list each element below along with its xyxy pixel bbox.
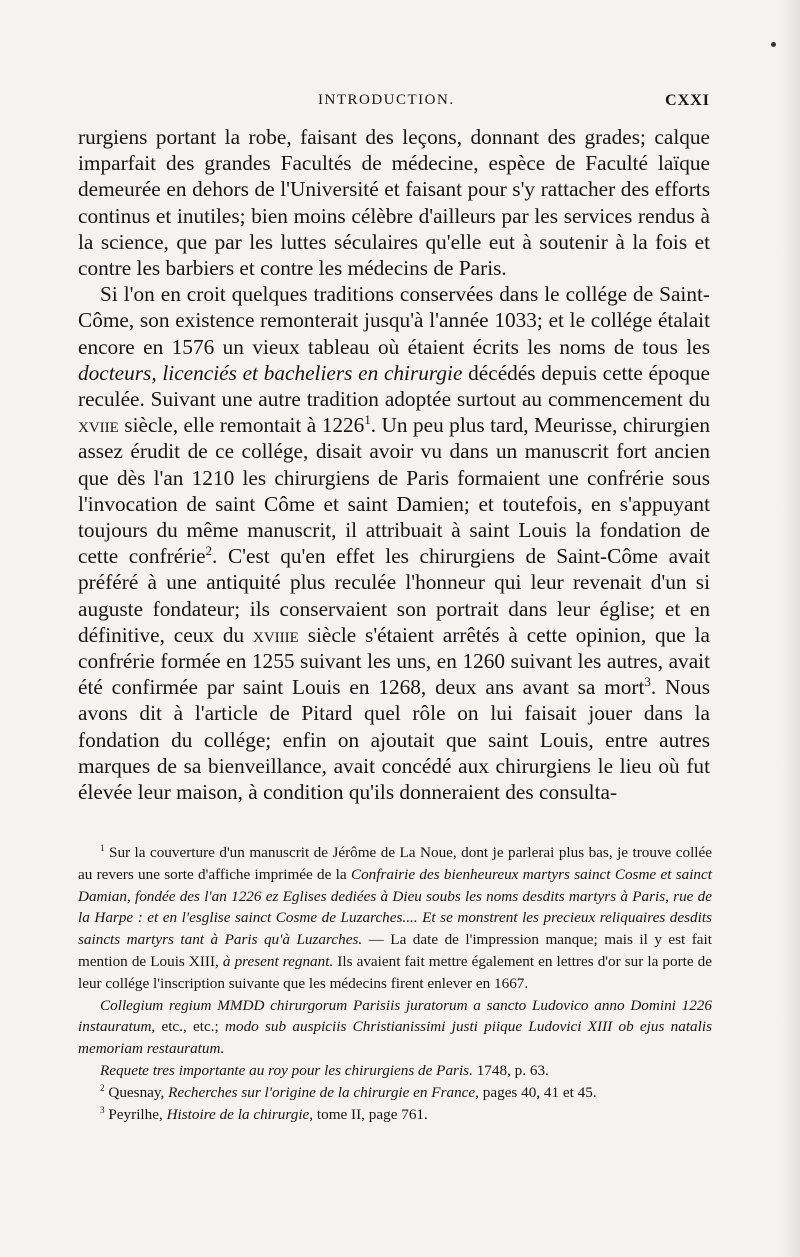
text-run: siècle s'étaient arrêtés à cette opinion, que la confrérie formée en 1255 suivant les uns, en 1260 suivant les autres, avait été confirmée par saint Louis en 1268, deux ans avant sa mort: [78, 622, 710, 700]
italic-title: Histoire de la chirurgie,: [166, 1105, 314, 1123]
footnote-marker: 3: [100, 1104, 105, 1115]
text-run: pages 40, 41 et 45.: [478, 1083, 597, 1101]
italic-latin: chirurgorum Parisiis juratorum a sancto Ludovico anno Domini 1226 instauratum,: [78, 996, 712, 1036]
paragraph-continued: rurgiens portant la robe, faisant des leçons, donnant des grades; calque imparfait des grandes Facultés de médecine, espèce de Faculté laïque demeurée en dehors de l'Université et faisant pour s'y rattacher des efforts continus et inutiles; bien moins célèbre d'ailleurs par les services rendus à la science, que par les luttes séculaires qu'elle eut à soutenir à la fois et contre les barbiers et contre les médecins de Paris.: [78, 125, 710, 281]
running-head: [78, 92, 710, 116]
text-run: décédés depuis cette époque reculée. Suivant une autre tradition adoptée surtout au commencement du: [78, 360, 710, 412]
text-run: — La date de l'impression manque; mais il y est fait mention de Louis XIII,: [78, 931, 712, 970]
italic-phrase: à present regnant.: [222, 952, 334, 970]
footnote-2: [78, 1082, 712, 1104]
text-run: siècle, elle remontait à 1226: [118, 413, 365, 438]
italic-latin: Collegium regium: [100, 996, 218, 1014]
text-run: Sur la couverture d'un manuscrit de Jérôme de La Noue, dont je parlerai plus bas, je trouve collée au revers une sorte d'affiche imprimée de la: [78, 844, 712, 883]
footnotes: [78, 842, 712, 1125]
page-number: CXXI: [665, 92, 710, 109]
century-numeral: xviiie: [253, 622, 299, 647]
footnote-ref-2[interactable]: 2: [205, 544, 213, 559]
text-run: 1748, p. 63.: [472, 1061, 549, 1079]
text-run: . Nous avons dit à l'article de Pitard quel rôle on lui faisait jouer dans la fondation du collége; enfin on ajoutait que saint Louis, entre autres marques de sa bienveillance, avait concédé aux chirurgiens le lieu où fut élevée leur maison, à condition qu'ils donneraient des consulta-: [78, 675, 710, 805]
footnote-ref-3[interactable]: 3: [644, 675, 651, 690]
footnote-marker: 2: [100, 1082, 105, 1093]
text-run: . Un peu plus tard, Meurisse, chirurgien assez érudit de ce collége, disait avoir vu dans un manuscrit fort ancien que dès l'an 1210 les chirurgiens de Paris formaient une confrérie sous l'invocation de saint Côme et saint Damien; et toutefois, en s'appuyant toujours du même manuscrit, il attribuait à saint Louis la fondation de cette confrérie: [78, 413, 711, 569]
page-edge-shadow: [782, 0, 800, 1257]
main-text: [78, 124, 710, 805]
text-run: Quesnay,: [104, 1083, 169, 1101]
italic-title: Confrairie des bienheureux martyrs sainct Cosme et sainct Damian, fondée des l'an 1226 ez Eglises dediées à Dieu soubs les noms desdits martyrs à Paris, rue de la Harpe : et en l'esglise sainct Cosme de Luzarches.... Et se monstrent les precieux reliquaires desdits saincts martyrs tant à Paris qu'à Luzarches.: [78, 865, 712, 949]
text-run: Ils avaient fait mettre également en lettres d'or sur la porte de leur collége l'inscription suivante que les médecins firent enlever en 1667.: [78, 952, 712, 992]
footnote-3: [78, 1104, 712, 1126]
running-title: INTRODUCTION.: [318, 92, 455, 108]
footnote-ref-1[interactable]: 1: [364, 413, 371, 428]
footnote-1-latin-inscription: [78, 995, 712, 1060]
page-speck: [771, 42, 776, 47]
text-run: Si l'on en croit quelques traditions conservées dans le collége de Saint-Côme, son existence remonterait jusqu'à l'année 1033; et le collége étalait encore en 1576 un vieux tableau où étaient écrits les noms de tous les: [78, 282, 710, 359]
italic-latin-caps: MMDD: [217, 996, 265, 1014]
italic-title: Recherches sur l'origine de la chirurgie en France,: [168, 1083, 479, 1101]
text-run: tome II, page 761.: [313, 1105, 428, 1123]
paragraph-saint-come: [78, 281, 710, 805]
italic-title: Requete tres importante au roy pour les chirurgiens de Paris.: [100, 1061, 473, 1079]
century-numeral: xviie: [78, 413, 119, 438]
footnote-1: [78, 842, 712, 995]
text-run: . C'est qu'en effet les chirurgiens de Saint-Côme avait préféré à une antiquité plus reculée l'honneur qui leur revenait d'un si auguste fondateur; ils conservaient son portrait dans leur église; et en définitive, ceux du: [78, 544, 710, 647]
italic-phrase: docteurs, licenciés et bacheliers en chirurgie: [78, 360, 463, 385]
text-run: Peyrilhe,: [104, 1105, 167, 1123]
italic-latin: modo sub auspiciis Christianissimi justi piique Ludovici XIII ob ejus natalis memoriam restauratum.: [78, 1018, 712, 1058]
text-run: etc., etc.;: [155, 1018, 226, 1036]
footnote-marker: 1: [100, 842, 105, 853]
footnote-1-source: [78, 1060, 712, 1082]
